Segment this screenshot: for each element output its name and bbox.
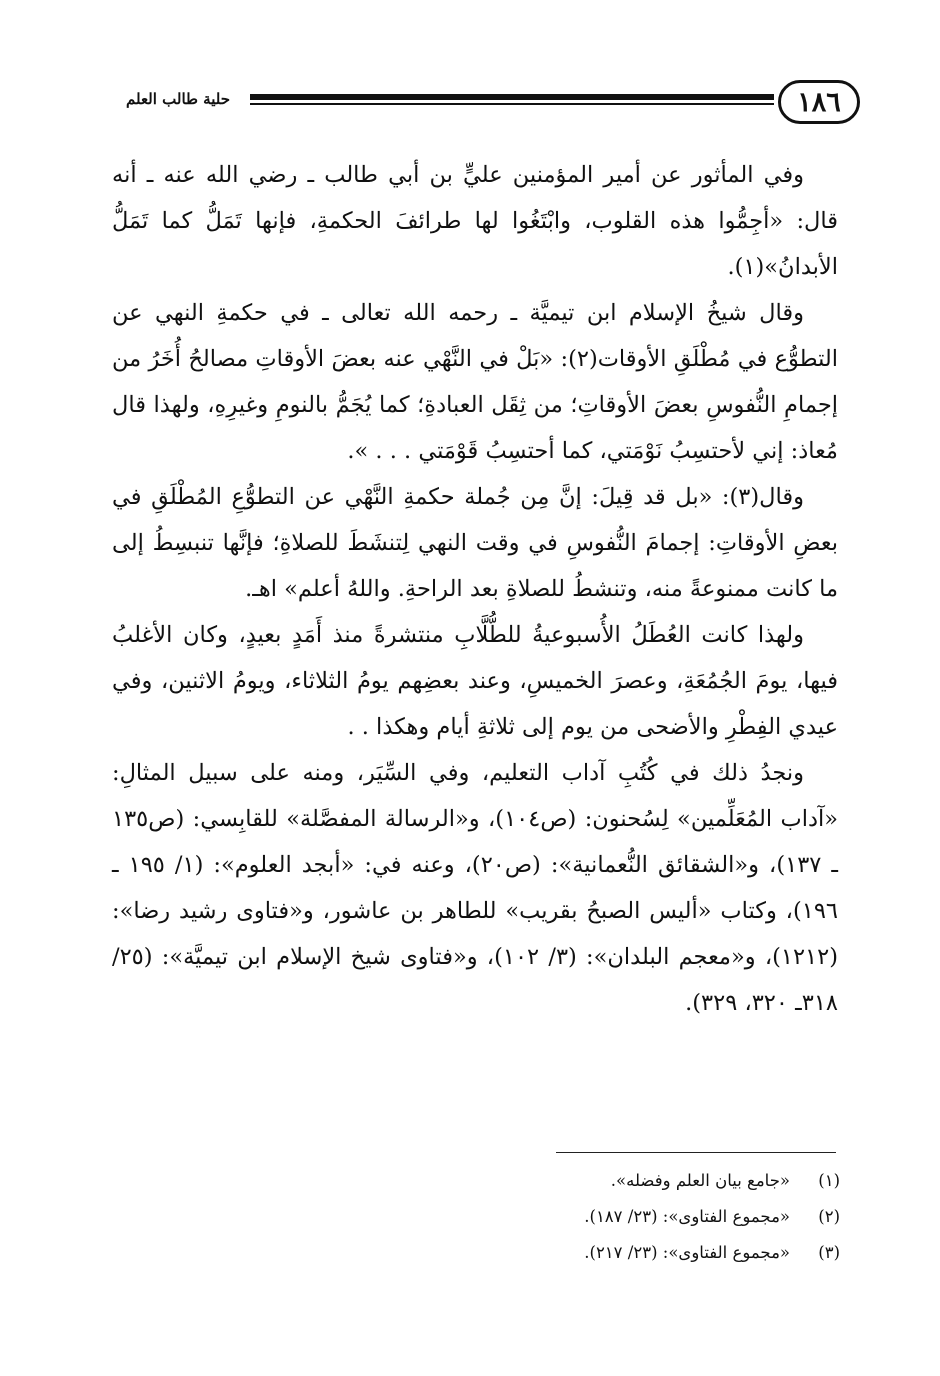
header-rule (250, 94, 774, 106)
footnote-text: «مجموع الفتاوى»: (٢٣/ ٢١٧). (584, 1243, 790, 1262)
footnote-3 (420, 1235, 840, 1271)
footnote-2 (420, 1199, 840, 1235)
footnote-separator (556, 1152, 836, 1153)
page-header (110, 80, 860, 130)
footnote-number: (٢) (818, 1207, 840, 1226)
paragraph-4: ولهذا كانت العُطَلُ الأُسبوعيةُ للطُّلَّابِ منتشرةً منذ أَمَدٍ بعيدٍ، وكان الأغلبُ فيها، يومَ الجُمُعَةِ، وعصرَ الخميسِ، وعند بعضِهم يومُ الثلاثاء، ويومُ الاثنين، وفي عيدي الفِطْرِ والأضحى من يوم إلى ثلاثةِ أيام وهكذا . . (112, 622, 838, 740)
header-rule-thick (250, 94, 774, 100)
main-text (112, 152, 838, 1026)
footnote-1 (420, 1163, 840, 1199)
footnote-number: (١) (818, 1171, 840, 1190)
paragraph-3: وقال(٣): «بل قد قِيلَ: إنَّ مِن جُملة حكمةِ النَّهْي عن التطوُّعِ المُطْلَقِ في بعضِ الأوقاتِ: إجمامَ النُّفوسِ في وقت النهي لِتنشَطَ للصلاةِ؛ فإنَّها تنبسِطُ إلى ما كانت ممنوعةً منه، وتنشطُ للصلاةِ بعد الراحةِ. واللهُ أعلم» اهـ. (112, 484, 838, 602)
book-title: حلية طالب العلم (126, 90, 230, 108)
header-rule-thin (250, 103, 774, 105)
footnotes (420, 1163, 840, 1271)
page-number: ١٨٦ (778, 80, 860, 124)
paragraph-5: ونجدُ ذلك في كُتُبِ آداب التعليم، وفي السِّيَر، ومنه على سبيل المثالِ: «آداب المُعَلِّمين» لِسُحنون: (ص١٠٤)، و«الرسالة المفصَّلة» للقابِسي: (ص١٣٥ ـ ١٣٧)، و«الشقائق النُّعمانية»: (ص٢٠)، وعنه في: «أبجد العلوم»: (١/ ١٩٥ ـ ١٩٦)، وكتاب «أليس الصبحُ بقريب» للطاهر بن عاشور، و«فتاوى رشيد رضا»: (١٢١٢)، و«معجم البلدان»: (٣/ ١٠٢)، و«فتاوى شيخ الإسلام ابن تيميَّة»: (٢٥/ ٣١٨ـ ٣٢٠، ٣٢٩). (112, 760, 839, 1016)
paragraph-1: وفي المأثور عن أمير المؤمنين عليٍّ بن أبي طالب ـ رضي الله عنه ـ أنه قال: «أجِمُّوا هذه القلوب، وابْتَغُوا لها طرائفَ الحكمةِ، فإنها تَمَلُّ كما تَمَلُّ الأبدانُ»(١). (112, 162, 838, 280)
footnote-text: «مجموع الفتاوى»: (٢٣/ ١٨٧). (584, 1207, 790, 1226)
paragraph-2: وقال شيخُ الإسلام ابن تيميَّة ـ رحمه الله تعالى ـ في حكمةِ النهي عن التطوُّع في مُطْلَقِ الأوقات(٢): «بَلْ في النَّهْي عنه بعضَ الأوقاتِ مصالحُ أُخَرُ من إجمامِ النُّفوسِ بعضَ الأوقاتِ؛ من ثِقَل العبادةِ؛ كما يُجَمُّ بالنومِ وغيرِهِ، ولهذا قال مُعاذ: إني لأحتسِبُ نَوْمَتي، كما أحتسِبُ قَوْمَتي . . . ». (112, 300, 838, 464)
footnote-text: «جامع بيان العلم وفضله». (610, 1171, 790, 1190)
footnote-number: (٣) (818, 1243, 840, 1262)
